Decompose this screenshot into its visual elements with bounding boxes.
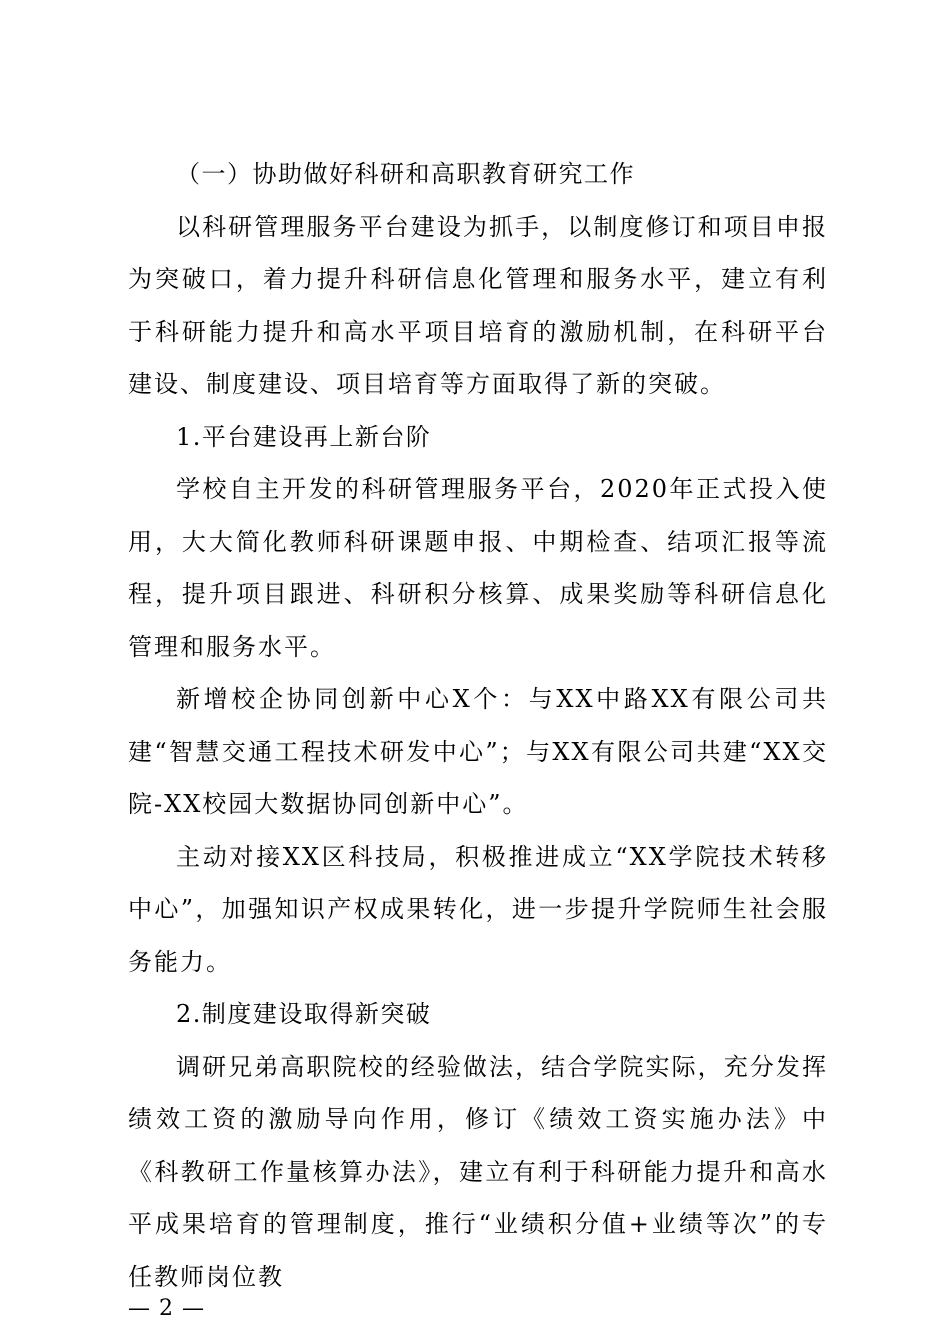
paragraph: 以科研管理服务平台建设为抓手，以制度修订和项目申报为突破口，着力提升科研信息化管理和服务水平，建立有利于科研能力提升和高水平项目培育的激励机制，在科研平台建设、制度建设、项目培育等方面取得了新的突破。 [128,212,828,398]
paragraph: 主动对接XX区科技局，积极推进成立“XX学院技术转移中心”，加强知识产权成果转化，进一步提升学院师生社会服务能力。 [128,842,828,976]
subsection-heading: 2.制度建设取得新突破 [176,1000,432,1028]
page-number: — 2 — [128,1296,205,1321]
section-heading: （一）协助做好科研和高职教育研究工作 [176,160,635,188]
document-body [128,148,828,1303]
subsection-heading: 1.平台建设再上新台阶 [176,422,432,451]
paragraph: 调研兄弟高职院校的经验做法，结合学院实际，充分发挥绩效工资的激励导向作用，修订《绩效工资实施办法》中《科教研工作量核算办法》，建立有利于科研能力提升和高水平成果培育的管理制度，推行“业绩积分值+业绩等次”的专任教师岗位教 [128,1052,828,1291]
paragraph: 学校自主开发的科研管理服务平台，2020年正式投入使用，大大简化教师科研课题申报、中期检查、结项汇报等流程，提升项目跟进、科研积分核算、成果奖励等科研信息化管理和服务水平。 [128,475,828,661]
paragraph: 新增校企协同创新中心X个：与XX中路XX有限公司共建“智慧交通工程技术研发中心”；与XX有限公司共建“XX交院-XX校园大数据协同创新中心”。 [128,685,828,818]
